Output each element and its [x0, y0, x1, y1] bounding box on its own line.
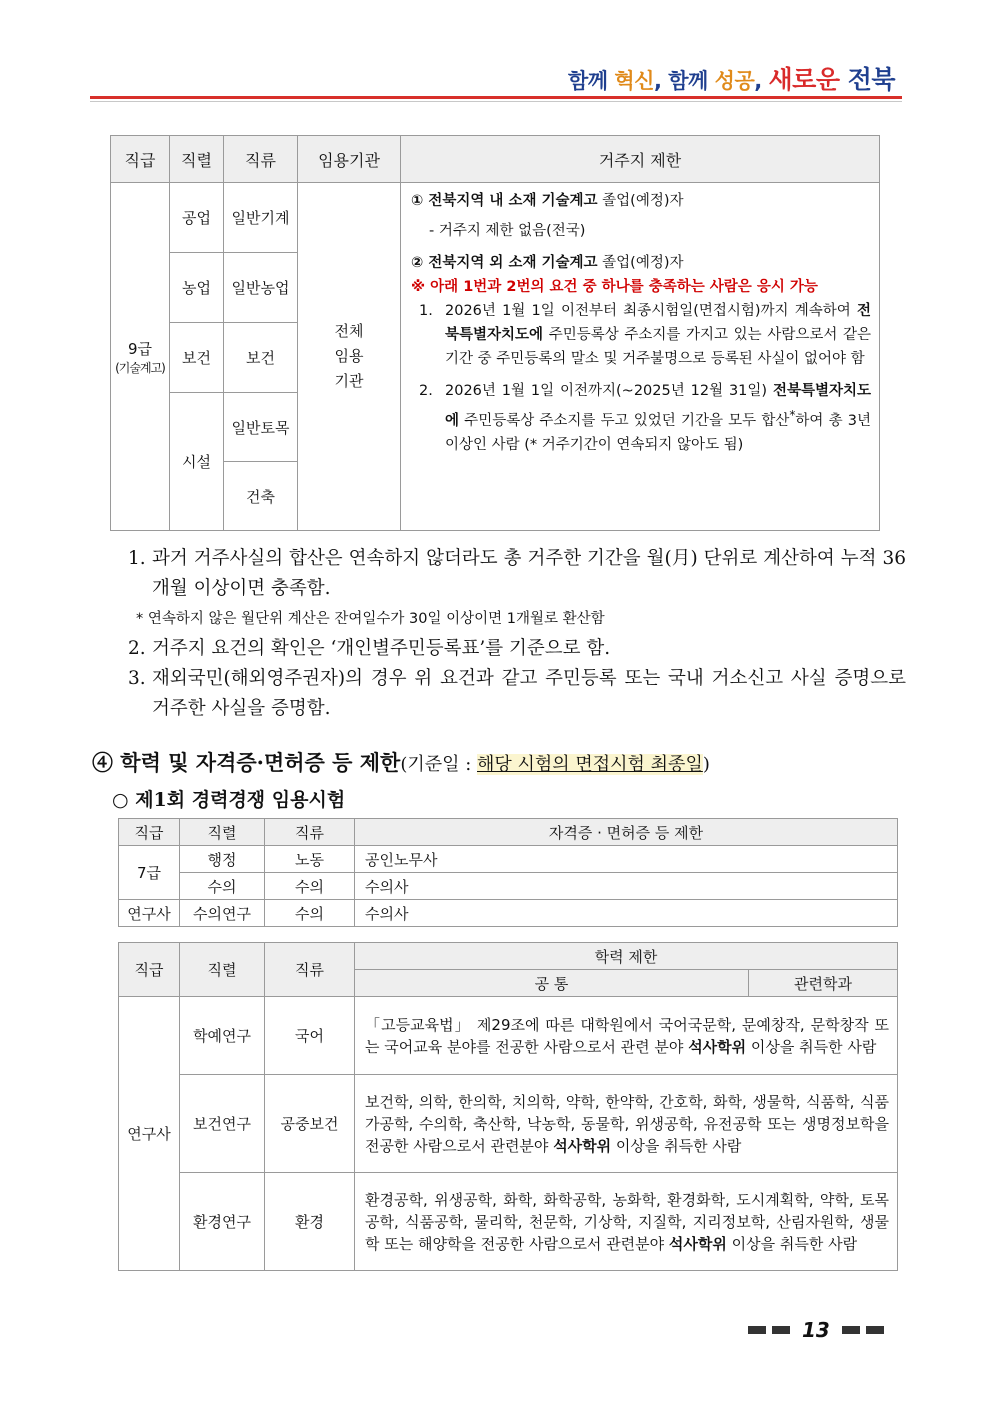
table-row — [119, 1173, 898, 1271]
condition-item-2: 2. 2026년 1월 1일 이전까지(~2025년 12월 31일) 전북특별자치도에 주민등록상 주소지를 두고 있었던 기간을 모두 합산*하여 총 3년 이상인 사람 (* 거주기간이 연속되지 않아도 됨) — [419, 383, 871, 453]
subsection-heading: ○ 제1회 경력경쟁 임용시험 — [112, 789, 346, 811]
condition-1-detail: - 거주지 제한 없음(전국) — [429, 223, 586, 239]
grade-cell: 7급 — [119, 846, 180, 900]
series-cell: 농업 — [170, 253, 224, 323]
series-cell: 수의연구 — [180, 900, 265, 927]
table-row — [119, 873, 898, 900]
condition-1: ① 전북지역 내 소재 기술계고 졸업(예정)자 — [411, 193, 684, 209]
class-cell: 일반기계 — [224, 183, 298, 253]
page-number: 13 — [748, 1318, 884, 1342]
note-1-footnote: * 연속하지 않은 월단위 계산은 잔여일수가 30일 이상이면 1개월로 환산함 — [136, 611, 605, 627]
condition-2-note: ※ 아래 1번과 2번의 요건 중 하나를 충족하는 사람은 응시 가능 — [411, 279, 818, 295]
table-row — [119, 900, 898, 927]
header-rule-thin — [90, 101, 902, 102]
col-header-class: 직류 — [224, 136, 298, 183]
page-number-bar — [866, 1326, 884, 1334]
col-header-series: 직렬 — [170, 136, 224, 183]
class-cell: 일반토목 — [224, 393, 298, 462]
table-row — [119, 997, 898, 1075]
note-1: 1. 과거 거주사실의 합산은 연속하지 않더라도 총 거주한 기간을 월(月) 단위로 계산하여 누적 36개월 이상이면 충족함. — [128, 548, 906, 599]
col-header-grade: 직급 — [119, 819, 180, 846]
table-row — [119, 1075, 898, 1173]
col-header-license: 자격증 · 면허증 등 제한 — [355, 819, 898, 846]
col-header-series: 직렬 — [180, 943, 265, 997]
header-rule — [90, 96, 902, 99]
class-cell: 일반농업 — [224, 253, 298, 323]
col-header-class: 직류 — [265, 943, 355, 997]
page-number-bar — [772, 1326, 790, 1334]
page-number-bar — [842, 1326, 860, 1334]
class-cell: 건축 — [224, 462, 298, 531]
series-cell: 보건연구 — [180, 1075, 265, 1173]
series-cell: 시설 — [170, 393, 224, 531]
license-table — [118, 818, 898, 927]
section-heading: ④ 학력 및 자격증·면허증 등 제한(기준일 : 해당 시험의 면접시험 최종일) — [92, 750, 710, 775]
table-header-row — [119, 943, 898, 970]
col-header-grade: 직급 — [111, 136, 170, 183]
class-cell: 수의 — [265, 900, 355, 927]
table-row — [119, 846, 898, 873]
class-cell: 보건 — [224, 323, 298, 393]
col-header-series: 직렬 — [180, 819, 265, 846]
col-header-residency: 거주지 제한 — [401, 136, 880, 183]
license-cell: 수의사 — [355, 900, 898, 927]
series-cell: 수의 — [180, 873, 265, 900]
note-3: 3. 재외국민(해외영주권자)의 경우 위 요건과 같고 주민등록 또는 국내 거소신고 사실 증명으로 거주한 사실을 증명함. — [128, 668, 906, 719]
table-row — [111, 183, 880, 253]
agency-cell: 전체 임용 기관 — [298, 183, 401, 531]
basis-date: 해당 시험의 면접시험 최종일 — [477, 754, 703, 775]
col-header-grade: 직급 — [119, 943, 180, 997]
condition-item-1: 1. 2026년 1월 1일 이전부터 최종시험일(면접시험)까지 계속하여 전북특별자치도에 주민등록상 주소지를 가지고 있는 사람으로서 같은 기간 중 주민등록의 말소 및 거주불명으로 등록된 사실이 없어야 함 — [419, 303, 871, 367]
license-cell: 수의사 — [355, 873, 898, 900]
grade-cell: 연구사 — [119, 997, 180, 1271]
residency-notes — [128, 544, 906, 724]
residency-table — [110, 135, 880, 531]
page-number-bar — [748, 1326, 766, 1334]
series-cell: 공업 — [170, 183, 224, 253]
series-cell: 학예연구 — [180, 997, 265, 1075]
series-cell: 환경연구 — [180, 1173, 265, 1271]
col-header-class: 직류 — [265, 819, 355, 846]
col-header-agency: 임용기관 — [298, 136, 401, 183]
header-slogan: 함께 혁신, 함께 성공, 새로운 전북 — [568, 65, 895, 94]
education-cell: 「고등교육법」 제29조에 따른 대학원에서 국어국문학, 문예창작, 문학창작 또는 국어교육 분야를 전공한 사람으로서 관련 분야 석사학위 이상을 취득한 사람 — [355, 997, 898, 1075]
education-cell: 환경공학, 위생공학, 화학, 화학공학, 농화학, 환경화학, 도시계획학, 약학, 토목공학, 식품공학, 물리학, 천문학, 기상학, 지질학, 지리정보학, 산림자원학, 생물학 또는 해양학을 전공한 사람으로서 관련분야 석사학위 이상을 취득한 사람 — [355, 1173, 898, 1271]
table-header-row — [111, 136, 880, 183]
class-cell: 노동 — [265, 846, 355, 873]
education-cell: 보건학, 의학, 한의학, 치의학, 약학, 한약학, 간호학, 화학, 생물학, 식품학, 식품가공학, 수의학, 축산학, 낙농학, 동물학, 위생공학, 유전공학 또는 생명정보학을 전공한 사람으로서 관련분야 석사학위 이상을 취득한 사람 — [355, 1075, 898, 1173]
class-cell: 환경 — [265, 1173, 355, 1271]
col-header-related: 관련학과 — [749, 970, 898, 997]
table-header-row — [119, 819, 898, 846]
col-header-education: 학력 제한 — [355, 943, 898, 970]
grade-cell: 9급 (기술계고) — [111, 183, 170, 531]
class-cell: 공중보건 — [265, 1075, 355, 1173]
series-cell: 행정 — [180, 846, 265, 873]
education-table — [118, 942, 898, 1271]
class-cell: 국어 — [265, 997, 355, 1075]
col-header-common: 공 통 — [355, 970, 749, 997]
residency-conditions — [401, 183, 880, 531]
series-cell: 보건 — [170, 323, 224, 393]
grade-cell: 연구사 — [119, 900, 180, 927]
condition-2: ② 전북지역 외 소재 기술계고 졸업(예정)자 — [411, 255, 684, 271]
note-2: 2. 거주지 요건의 확인은 ‘개인별주민등록표’를 기준으로 함. — [128, 638, 611, 659]
license-cell: 공인노무사 — [355, 846, 898, 873]
class-cell: 수의 — [265, 873, 355, 900]
